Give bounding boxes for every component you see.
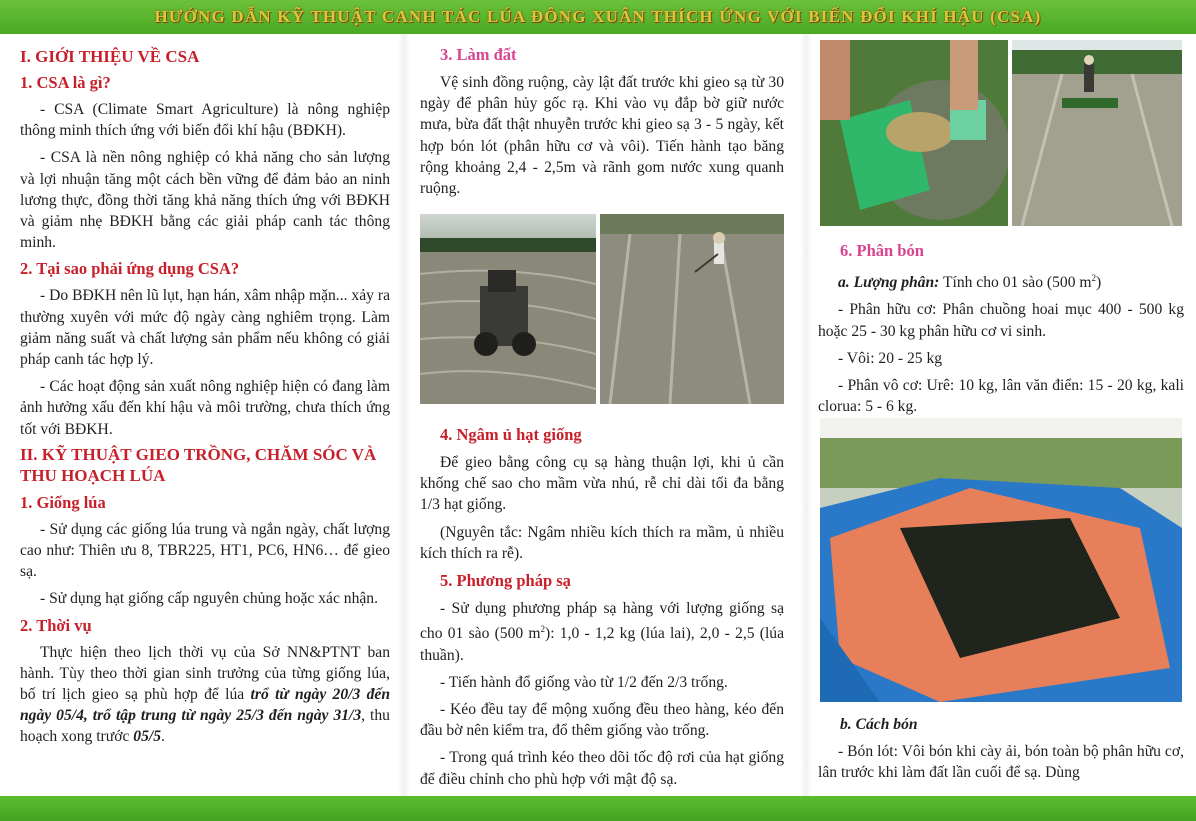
- photo-row-seeder-field: [1012, 40, 1182, 226]
- paragraph: - Tiến hành đổ giống vào từ 1/2 đến 2/3 trống.: [440, 673, 728, 691]
- paragraph: - Sử dụng các giống lúa trung và ngắn ngày, chất lượng cao như: Thiên ưu 8, TBR225, HT1, PC6, HN6… để gieo sạ.: [20, 520, 390, 581]
- column-intro: [20, 34, 390, 796]
- label-how-to-apply: [840, 714, 1184, 735]
- photo-compost-tarp: [820, 418, 1182, 702]
- paragraph: - Bón lót: Vôi bón khi cày ải, bón toàn bộ phân hữu cơ, lân trước khi làm đất lần cuối để sạ. Dùng: [818, 743, 1184, 782]
- subsection-what-is-csa: 1. CSA là gì?: [20, 73, 111, 92]
- paragraph-amount: [818, 268, 1184, 293]
- subsection-fertilizer: 6. Phân bón: [840, 241, 924, 260]
- subsection-sowing-method: 5. Phương pháp sạ: [440, 571, 571, 591]
- text: ): 1,0 - 1,2 kg (lúa lai), 2,0 - 2,5 (lúa thuần).: [420, 625, 784, 664]
- paragraph: - Vôi: 20 - 25 kg: [838, 349, 943, 367]
- paragraph: - Trong quá trình kéo theo dõi tốc độ rơi của hạt giống để điều chỉnh cho phù hợp với mật độ sạ.: [420, 749, 784, 788]
- text: , thu hoạch xong trước: [20, 707, 390, 746]
- paragraph: - CSA là nền nông nghiệp có khả năng cho sản lượng và lợi nhuận tăng một cách bền vững để đảm bảo an ninh lương thực, đồng thời tăng khả năng thích ứng với BĐKH và giảm nhẹ BĐKH bằng các giải pháp canh tác thông minh.: [20, 149, 390, 252]
- fold-line-right: [800, 34, 812, 796]
- subsection-seed-soaking: 4. Ngâm ủ hạt giống: [440, 425, 582, 444]
- text: .: [161, 728, 165, 746]
- text: ): [1096, 274, 1102, 292]
- paragraph: Để gieo bằng công cụ sạ hàng thuận lợi, khi ủ cần khống chế sao cho mầm vừa nhú, rễ chỉ dài tối đa bằng 1/3 hạt giống.: [420, 454, 784, 514]
- header-banner: [0, 0, 1196, 34]
- emphasis: trổ từ ngày 20/3 đến ngày 05/4, trổ tập trung từ ngày 25/3 đến ngày 31/3: [20, 686, 390, 725]
- paragraph: - Phân vô cơ: Urê: 10 kg, lân văn điển: 15 - 20 kg, kali clorua: 5 - 6 kg.: [818, 377, 1184, 416]
- subsection-rice-varieties: 1. Giống lúa: [20, 492, 106, 512]
- label: b. Cách bón: [840, 716, 918, 733]
- footer-bar: [0, 796, 1196, 821]
- text: Thực hiện theo lịch thời vụ của Sở NN&PTNT ban hành. Tùy theo thời gian sinh trưởng của từng giống lúa, bố trí lịch gieo sạ phù hợp để lúa: [20, 643, 390, 704]
- paragraph: Vệ sinh đồng ruộng, cày lật đất trước khi gieo sạ từ 30 ngày để phân hủy gốc rạ. Khi vào vụ đắp bờ giữ nước mưa, bừa đất thật nhuyễn trước khi gieo sạ 3 - 5 ngày, kết hợp bón lót (phân hữu cơ và vôi). Tiến hành tạo băng rộng khoảng 2,4 - 2,5m và rãnh gom nước xung quanh ruộng.: [420, 74, 784, 198]
- fold-line-left: [398, 34, 410, 796]
- banner-title: HƯỚNG DẪN KỸ THUẬT CANH TÁC LÚA ĐÔNG XUÂN THÍCH ỨNG VỚI BIẾN ĐỔI KHÍ HẬU (CSA): [154, 7, 1042, 26]
- paragraph: [420, 598, 784, 666]
- paragraph: - Các hoạt động sản xuất nông nghiệp hiện có đang làm ảnh hưởng xấu đến khí hậu và môi trường, chưa thích ứng tốt với BĐKH.: [20, 378, 390, 438]
- subsection-season: 2. Thời vụ: [20, 615, 92, 635]
- superscript: 2: [1091, 273, 1097, 283]
- column-techniques: [420, 34, 784, 796]
- paragraph: - Sử dụng hạt giống cấp nguyên chủng hoặc xác nhận.: [40, 590, 378, 608]
- paragraph: - Phân hữu cơ: Phân chuồng hoai mục 400 - 500 kg hoặc 25 - 30 kg phân hữu cơ vi sinh.: [818, 301, 1184, 340]
- paragraph: (Nguyên tắc: Ngâm nhiều kích thích ra mầm, ủ nhiều kích thích ra rễ).: [420, 523, 784, 562]
- paragraph: - Do BĐKH nên lũ lụt, hạn hán, xâm nhập mặn... xảy ra thường xuyên với mức độ ngày càng nghiêm trọng. Làm giảm năng suất và chất lượng sản phẩm nếu không có giải pháp canh tác hợp lý.: [20, 287, 390, 369]
- column-fertilizer: [818, 34, 1184, 796]
- paragraph: - CSA (Climate Smart Agriculture) là nông nghiệp thông minh thích ứng với biến đổi khí hậu (BĐKH).: [20, 101, 390, 140]
- photo-tractor-plowing: [420, 214, 596, 404]
- paragraph: - Kéo đều tay để mộng xuống đều theo hàng, kéo đến đầu bờ nên kiểm tra, đổ thêm giống vào trống.: [420, 701, 784, 740]
- paragraph-season: [20, 642, 390, 748]
- superscript: 2: [540, 624, 546, 635]
- subsection-why-csa: 2. Tại sao phải ứng dụng CSA?: [20, 259, 240, 279]
- subsection-soil-prep: 3. Làm đất: [440, 45, 517, 64]
- photo-seed-drum: [820, 40, 1008, 226]
- label: a. Lượng phân:: [838, 274, 940, 292]
- text: Tính cho 01 sào (500 m: [939, 274, 1092, 292]
- section-1-heading: I. GIỚI THIỆU VỀ CSA: [20, 47, 200, 66]
- section-2-heading: II. KỸ THUẬT GIEO TRỒNG, CHĂM SÓC VÀ THU HOẠCH LÚA: [20, 444, 377, 485]
- emphasis: 05/5: [133, 728, 161, 746]
- photo-farmer-field: [600, 214, 784, 404]
- text: - Sử dụng phương pháp sạ hàng với lượng giống sạ cho 01 sào (500 m: [420, 600, 784, 643]
